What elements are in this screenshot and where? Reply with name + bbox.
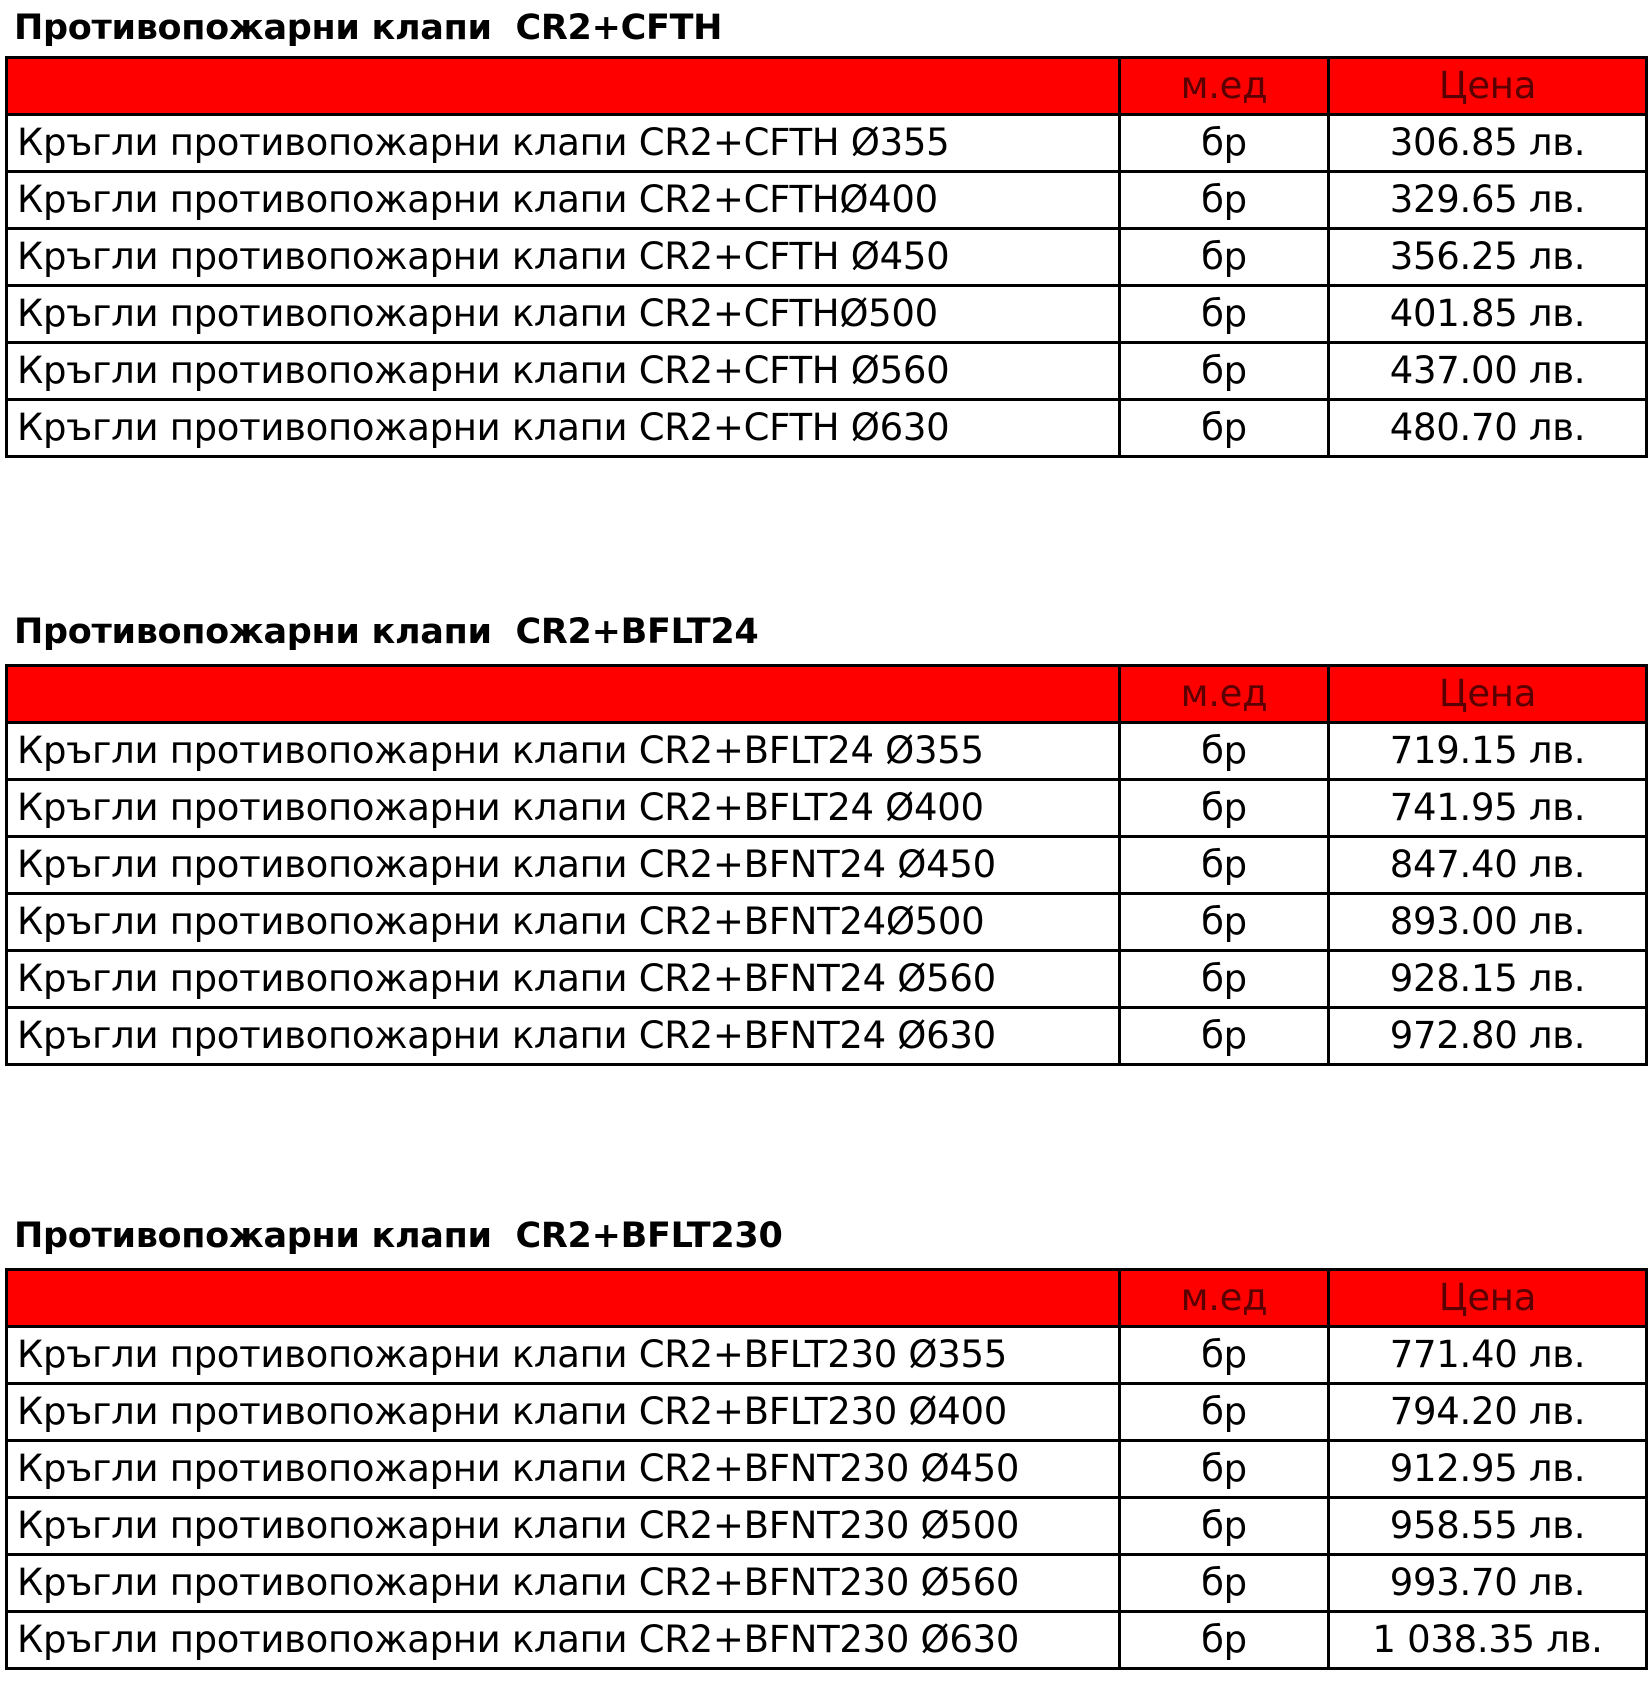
section-title: Противопожарни клапи CR2+CFTH (14, 8, 723, 48)
product-name-cell: Кръгли противопожарни клапи CR2+CFTH Ø355 (7, 115, 1120, 172)
unit-cell: бр (1120, 115, 1329, 172)
product-name-cell: Кръгли противопожарни клапи CR2+BFNT24 Ø560 (7, 951, 1120, 1008)
unit-cell: бр (1120, 837, 1329, 894)
product-name-cell: Кръгли противопожарни клапи CR2+CFTHØ500 (7, 286, 1120, 343)
product-name-cell: Кръгли противопожарни клапи CR2+BFNT24 Ø450 (7, 837, 1120, 894)
table-header-row (7, 58, 1647, 115)
product-name-cell: Кръгли противопожарни клапи CR2+BFLT24 Ø355 (7, 723, 1120, 780)
unit-cell: бр (1120, 780, 1329, 837)
product-name-cell: Кръгли противопожарни клапи CR2+BFNT24Ø500 (7, 894, 1120, 951)
unit-cell: бр (1120, 343, 1329, 400)
table-row (7, 1327, 1647, 1384)
header-name-cell (7, 1270, 1120, 1327)
price-cell: 912.95 лв. (1329, 1441, 1647, 1498)
table-row (7, 894, 1647, 951)
price-cell: 1 038.35 лв. (1329, 1612, 1647, 1669)
unit-cell: бр (1120, 1498, 1329, 1555)
product-name-cell: Кръгли противопожарни клапи CR2+BFNT230 Ø450 (7, 1441, 1120, 1498)
product-name-cell: Кръгли противопожарни клапи CR2+BFLT230 Ø355 (7, 1327, 1120, 1384)
product-name-cell: Кръгли противопожарни клапи CR2+BFNT230 Ø500 (7, 1498, 1120, 1555)
header-name-cell (7, 666, 1120, 723)
price-cell: 401.85 лв. (1329, 286, 1647, 343)
unit-cell: бр (1120, 229, 1329, 286)
price-table (5, 664, 1648, 1066)
table-row (7, 343, 1647, 400)
header-price-cell: Цена (1329, 58, 1647, 115)
table-row (7, 172, 1647, 229)
price-cell: 972.80 лв. (1329, 1008, 1647, 1065)
unit-cell: бр (1120, 1441, 1329, 1498)
table-row (7, 229, 1647, 286)
price-cell: 741.95 лв. (1329, 780, 1647, 837)
product-name-cell: Кръгли противопожарни клапи CR2+CFTH Ø630 (7, 400, 1120, 457)
price-cell: 893.00 лв. (1329, 894, 1647, 951)
section-title: Противопожарни клапи CR2+BFLT230 (14, 1216, 783, 1256)
price-cell: 958.55 лв. (1329, 1498, 1647, 1555)
table-row (7, 1441, 1647, 1498)
price-cell: 847.40 лв. (1329, 837, 1647, 894)
table-row (7, 1555, 1647, 1612)
price-cell: 356.25 лв. (1329, 229, 1647, 286)
unit-cell: бр (1120, 172, 1329, 229)
unit-cell: бр (1120, 1612, 1329, 1669)
product-name-cell: Кръгли противопожарни клапи CR2+CFTH Ø560 (7, 343, 1120, 400)
price-cell: 437.00 лв. (1329, 343, 1647, 400)
table-row (7, 780, 1647, 837)
section-title: Противопожарни клапи CR2+BFLT24 (14, 612, 759, 652)
product-name-cell: Кръгли противопожарни клапи CR2+CFTH Ø450 (7, 229, 1120, 286)
price-cell: 771.40 лв. (1329, 1327, 1647, 1384)
price-cell: 329.65 лв. (1329, 172, 1647, 229)
unit-cell: бр (1120, 951, 1329, 1008)
price-table (5, 56, 1648, 458)
table-header-row (7, 1270, 1647, 1327)
unit-cell: бр (1120, 1008, 1329, 1065)
price-cell: 794.20 лв. (1329, 1384, 1647, 1441)
table-row (7, 115, 1647, 172)
table-row (7, 723, 1647, 780)
unit-cell: бр (1120, 1384, 1329, 1441)
header-price-cell: Цена (1329, 1270, 1647, 1327)
unit-cell: бр (1120, 1327, 1329, 1384)
header-price-cell: Цена (1329, 666, 1647, 723)
header-unit-cell: м.ед (1120, 58, 1329, 115)
price-cell: 719.15 лв. (1329, 723, 1647, 780)
table-header-row (7, 666, 1647, 723)
header-unit-cell: м.ед (1120, 666, 1329, 723)
price-cell: 928.15 лв. (1329, 951, 1647, 1008)
table-row (7, 837, 1647, 894)
product-name-cell: Кръгли противопожарни клапи CR2+BFNT230 Ø560 (7, 1555, 1120, 1612)
unit-cell: бр (1120, 1555, 1329, 1612)
unit-cell: бр (1120, 400, 1329, 457)
product-name-cell: Кръгли противопожарни клапи CR2+BFLT24 Ø400 (7, 780, 1120, 837)
table-row (7, 286, 1647, 343)
table-row (7, 1612, 1647, 1669)
product-name-cell: Кръгли противопожарни клапи CR2+BFLT230 Ø400 (7, 1384, 1120, 1441)
header-unit-cell: м.ед (1120, 1270, 1329, 1327)
unit-cell: бр (1120, 723, 1329, 780)
product-name-cell: Кръгли противопожарни клапи CR2+CFTHØ400 (7, 172, 1120, 229)
price-cell: 993.70 лв. (1329, 1555, 1647, 1612)
header-name-cell (7, 58, 1120, 115)
price-table (5, 1268, 1648, 1670)
product-name-cell: Кръгли противопожарни клапи CR2+BFNT230 Ø630 (7, 1612, 1120, 1669)
table-row (7, 1008, 1647, 1065)
price-cell: 480.70 лв. (1329, 400, 1647, 457)
table-row (7, 1384, 1647, 1441)
product-name-cell: Кръгли противопожарни клапи CR2+BFNT24 Ø630 (7, 1008, 1120, 1065)
table-row (7, 951, 1647, 1008)
price-cell: 306.85 лв. (1329, 115, 1647, 172)
table-row (7, 1498, 1647, 1555)
unit-cell: бр (1120, 894, 1329, 951)
unit-cell: бр (1120, 286, 1329, 343)
table-row (7, 400, 1647, 457)
